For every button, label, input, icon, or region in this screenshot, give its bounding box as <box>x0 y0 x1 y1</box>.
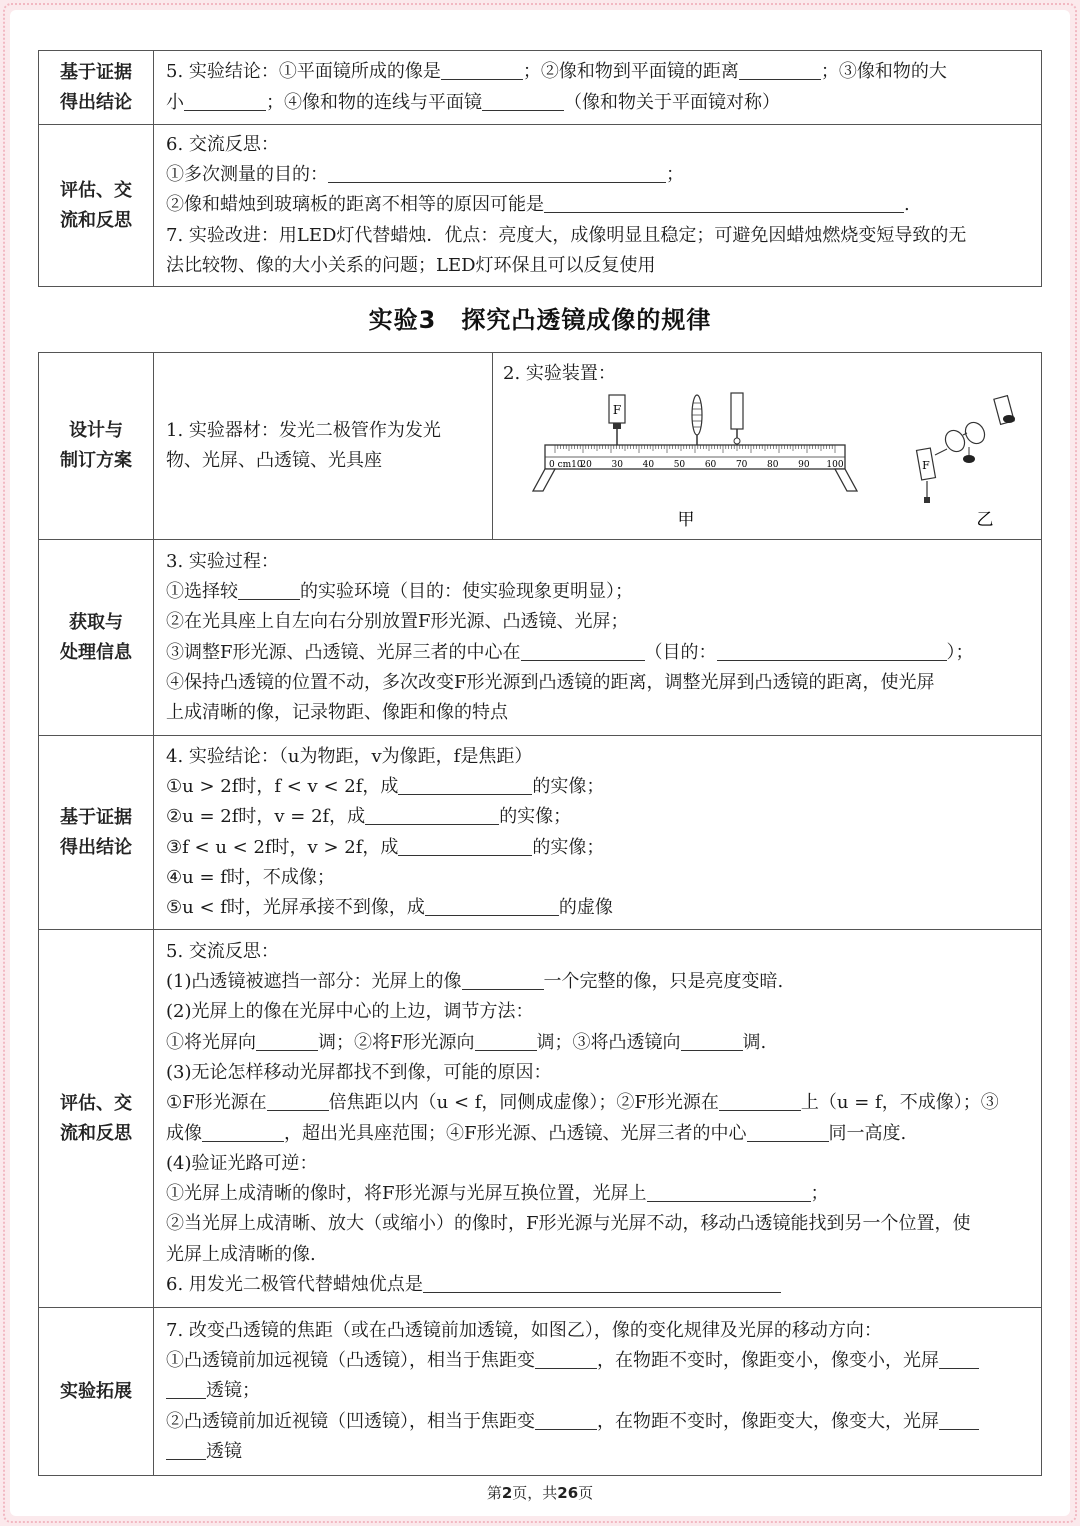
text: 的实像； <box>532 775 605 797</box>
ruler-tick-label: 80 <box>767 460 779 471</box>
row-design <box>39 353 1042 540</box>
label-line: 得出结论 <box>60 91 132 113</box>
text: (1)凸透镜被遮挡一部分：光屏上的像 <box>166 971 462 993</box>
table-experiment-3 <box>38 352 1042 1476</box>
text-line <box>166 1437 1031 1467</box>
answer-blank[interactable] <box>267 1090 329 1111</box>
optical-bench <box>533 445 857 491</box>
label-line: 基于证据 <box>60 806 132 828</box>
answer-blank[interactable] <box>184 90 266 111</box>
text: 的实像； <box>532 836 605 858</box>
text: 倍焦距以内（u < f，同侧成虚像）；②F形光源在 <box>328 1092 719 1114</box>
text: ⑤u < f时，光屏承接不到像，成 <box>166 897 425 919</box>
label-line: 实验拓展 <box>60 1380 132 1402</box>
answer-blank[interactable] <box>398 774 532 795</box>
text: 一个完整的像，只是亮度变暗. <box>543 971 784 993</box>
text: ①多次测量的目的： <box>166 164 328 186</box>
text: ③调整F形光源、凸透镜、光屏三者的中心在 <box>166 641 521 663</box>
figure-label-b: 乙 <box>976 510 994 528</box>
text-line <box>166 1376 1031 1406</box>
text: . <box>904 194 910 216</box>
source-letter: F <box>612 403 622 418</box>
answer-blank[interactable] <box>544 192 904 213</box>
text-line: (3)无论怎样移动光屏都找不到像，可能的原因： <box>166 1061 552 1083</box>
answer-blank[interactable] <box>482 90 564 111</box>
row-content <box>154 125 1042 287</box>
answer-blank[interactable] <box>425 895 559 916</box>
ruler-tick-label: 100 <box>826 460 844 471</box>
text-line: ④保持凸透镜的位置不动，多次改变F形光源到凸透镜的距离，调整光屏到凸透镜的距离，使光屏 <box>166 671 935 693</box>
text-line: 法比较物、像的大小关系的问题；LED灯环保且可以反复使用 <box>166 254 656 276</box>
ruler-tick-label: 30 <box>611 460 623 471</box>
text-line: ②在光具座上自左向右分别放置F形光源、凸透镜、光屏； <box>166 611 629 633</box>
text: 同一高度. <box>828 1122 907 1144</box>
answer-blank[interactable] <box>441 59 523 80</box>
answer-blank[interactable] <box>535 1409 597 1430</box>
row-label <box>39 125 154 287</box>
row-content <box>154 540 1042 736</box>
row-reflection <box>39 125 1042 287</box>
text-line: 1. 实验器材：发光二极管作为发光 <box>166 419 441 441</box>
row-content <box>154 1308 1042 1476</box>
text-line <box>166 1270 1031 1300</box>
text: ①将光屏向 <box>166 1031 256 1053</box>
f-light-source <box>609 395 625 445</box>
label-line: 基于证据 <box>60 61 132 83</box>
row-reflection <box>39 930 1042 1308</box>
text-line <box>166 1028 1031 1058</box>
footer-page-number: 2 <box>501 1484 513 1502</box>
ruler-tick-label: 0 cm10 <box>549 460 583 471</box>
design-subtable <box>154 353 1041 539</box>
row-content <box>154 353 1042 540</box>
text-line <box>166 88 1031 118</box>
label-line: 处理信息 <box>60 641 132 663</box>
text-line: ②当光屏上成清晰、放大（或缩小）的像时，F形光源与光屏不动，移动凸透镜能找到另一个位置，使 <box>166 1213 971 1235</box>
text-line <box>166 802 1031 832</box>
answer-blank[interactable] <box>747 1121 829 1142</box>
text: 调. <box>742 1031 767 1053</box>
label-line: 获取与 <box>69 611 123 633</box>
answer-blank[interactable] <box>681 1030 743 1051</box>
light-screen <box>731 393 743 445</box>
answer-blank[interactable] <box>739 59 821 80</box>
label-line: 评估、交 <box>60 179 132 201</box>
text: ，在物距不变时，像距变小，像变小，光屏 <box>597 1350 939 1372</box>
materials-cell <box>154 353 493 539</box>
answer-blank[interactable] <box>475 1030 537 1051</box>
text-line <box>166 1119 1031 1149</box>
answer-blank[interactable] <box>202 1121 284 1142</box>
table-experiment-2-continued <box>38 50 1042 287</box>
ruler-tick-label: 50 <box>673 460 686 471</box>
text: ； <box>666 164 684 186</box>
text: ）； <box>946 641 974 663</box>
text: ①F形光源在 <box>166 1092 267 1114</box>
text-line: 5. 交流反思： <box>166 940 279 962</box>
text: （像和物关于平面镜对称） <box>564 91 780 113</box>
row-acquire <box>39 540 1042 736</box>
text-line: 3. 实验过程： <box>166 550 279 572</box>
text-line <box>166 57 1031 87</box>
apparatus-figure <box>503 389 1031 527</box>
ruler-tick-label: 40 <box>642 460 655 471</box>
answer-blank[interactable] <box>166 1378 206 1399</box>
text: 6. 用发光二极管代替蜡烛优点是 <box>166 1273 423 1295</box>
label-line: 流和反思 <box>60 1122 132 1144</box>
text: ②u = 2f时，v = 2f，成 <box>166 806 366 828</box>
answer-blank[interactable] <box>166 1439 206 1460</box>
text-line <box>166 1088 1031 1118</box>
answer-blank[interactable] <box>939 1409 979 1430</box>
text: ； <box>810 1183 829 1205</box>
footer-text: 页 <box>578 1484 594 1502</box>
text: 调；③将凸透镜向 <box>536 1031 681 1053</box>
footer-text: 第 <box>486 1484 502 1502</box>
row-label <box>39 930 154 1308</box>
text: ①凸透镜前加远视镜（凸透镜），相当于焦距变 <box>166 1350 535 1372</box>
label-line: 制订方案 <box>60 450 132 471</box>
text: ③f < u < 2f时，v > 2f，成 <box>166 836 399 858</box>
row-label <box>39 353 154 540</box>
text: ①选择较 <box>166 580 238 602</box>
row-content <box>154 51 1042 125</box>
text-line <box>166 1407 1031 1437</box>
text: 调；②将F形光源向 <box>318 1031 475 1053</box>
row-conclusion <box>39 736 1042 930</box>
row-label <box>39 736 154 930</box>
text: 5. 实验结论：①平面镜所成的像是 <box>166 61 441 83</box>
ruler-tick-label: 60 <box>704 460 717 471</box>
answer-blank[interactable] <box>256 1030 318 1051</box>
text-line <box>166 1179 1031 1209</box>
row-content <box>154 736 1042 930</box>
answer-blank[interactable] <box>717 640 947 661</box>
answer-blank[interactable] <box>423 1272 781 1293</box>
answer-blank[interactable] <box>462 969 544 990</box>
convex-lens <box>692 395 702 445</box>
text: 小 <box>166 91 184 113</box>
text-line <box>166 833 1031 863</box>
text-line <box>166 638 1031 668</box>
answer-blank[interactable] <box>535 1348 597 1369</box>
text-line: 7. 改变凸透镜的焦距（或在凸透镜前加透镜，如图乙），像的变化规律及光屏的移动方向： <box>166 1319 882 1341</box>
answer-blank[interactable] <box>719 1090 801 1111</box>
answer-blank[interactable] <box>521 640 645 661</box>
text: 上（u = f，不成像）；③ <box>800 1092 999 1114</box>
figure-b-diagram <box>917 396 1015 503</box>
page-footer <box>0 1482 1080 1503</box>
text-line: (4)验证光路可逆： <box>166 1152 318 1174</box>
label-line: 流和反思 <box>60 209 132 231</box>
text-line: 4. 实验结论：（u为物距，v为像距，f是焦距） <box>166 745 533 767</box>
text-line: ④u = f时，不成像； <box>166 866 335 888</box>
answer-blank[interactable] <box>939 1348 979 1369</box>
text: 透镜； <box>206 1380 260 1402</box>
text: ，在物距不变时，像距变大，像变大，光屏 <box>597 1410 939 1432</box>
text: 的实像； <box>499 806 572 828</box>
apparatus-cell <box>493 353 1042 539</box>
text-line <box>166 190 1031 220</box>
row-label <box>39 1308 154 1476</box>
answer-blank[interactable] <box>238 579 300 600</box>
row-conclusion <box>39 51 1042 125</box>
text: ②像和蜡烛到玻璃板的距离不相等的原因可能是 <box>166 194 544 216</box>
ruler-tick-label: 20 <box>580 460 592 471</box>
footer-text: 页，共 <box>512 1484 558 1502</box>
text: ，超出光具座范围；④F形光源、凸透镜、光屏三者的中心 <box>284 1122 747 1144</box>
text-line: 6. 交流反思： <box>166 133 279 155</box>
label-line: 评估、交 <box>60 1092 132 1114</box>
text: ②凸透镜前加近视镜（凹透镜），相当于焦距变 <box>166 1410 535 1432</box>
text: 的虚像 <box>558 897 613 919</box>
answer-blank[interactable] <box>365 804 499 825</box>
answer-blank[interactable] <box>398 835 532 856</box>
footer-total-pages: 26 <box>557 1484 579 1502</box>
text-line: (2)光屏上的像在光屏中心的上边，调节方法： <box>166 1001 534 1023</box>
text-line <box>166 1346 1031 1376</box>
text-line <box>166 893 1031 923</box>
text-line <box>166 160 1031 190</box>
text-line: 物、光屏、凸透镜、光具座 <box>166 450 382 471</box>
text-line <box>166 967 1031 997</box>
text: ；④像和物的连线与平面镜 <box>266 91 482 113</box>
text: 的实验环境（目的：使实验现象更明显）； <box>300 580 633 602</box>
text: ；③像和物的大 <box>820 61 947 83</box>
text-line <box>166 577 1031 607</box>
text-line: 光屏上成清晰的像. <box>166 1243 316 1265</box>
answer-blank[interactable] <box>328 162 666 183</box>
text-line: 2. 实验装置： <box>503 363 616 384</box>
text: ①u > 2f时，f < v < 2f，成 <box>166 775 399 797</box>
row-extension <box>39 1308 1042 1476</box>
row-label <box>39 51 154 125</box>
text: ；②像和物到平面镜的距离 <box>522 61 739 83</box>
text-line <box>166 772 1031 802</box>
answer-blank[interactable] <box>647 1181 811 1202</box>
source-letter: F <box>922 459 930 473</box>
section-title: 实验3 探究凸透镜成像的规律 <box>368 306 712 334</box>
text-line: 7. 实验改进：用LED灯代替蜡烛．优点：亮度大，成像明显且稳定；可避免因蜡烛燃烧变短导致的无 <box>166 224 967 246</box>
label-line: 得出结论 <box>60 836 132 858</box>
figure-label-a: 甲 <box>677 510 695 528</box>
row-label <box>39 540 154 736</box>
text: 透镜 <box>206 1440 242 1462</box>
text: ①光屏上成清晰的像时，将F形光源与光屏互换位置，光屏上 <box>166 1183 647 1205</box>
ruler-tick-label: 90 <box>798 460 810 471</box>
label-line: 设计与 <box>69 420 123 441</box>
text: 成像 <box>166 1122 202 1144</box>
text: （目的： <box>644 641 717 663</box>
ruler-tick-label: 70 <box>735 460 748 471</box>
text-line: 上成清晰的像，记录物距、像距和像的特点 <box>166 702 508 724</box>
row-content <box>154 930 1042 1308</box>
